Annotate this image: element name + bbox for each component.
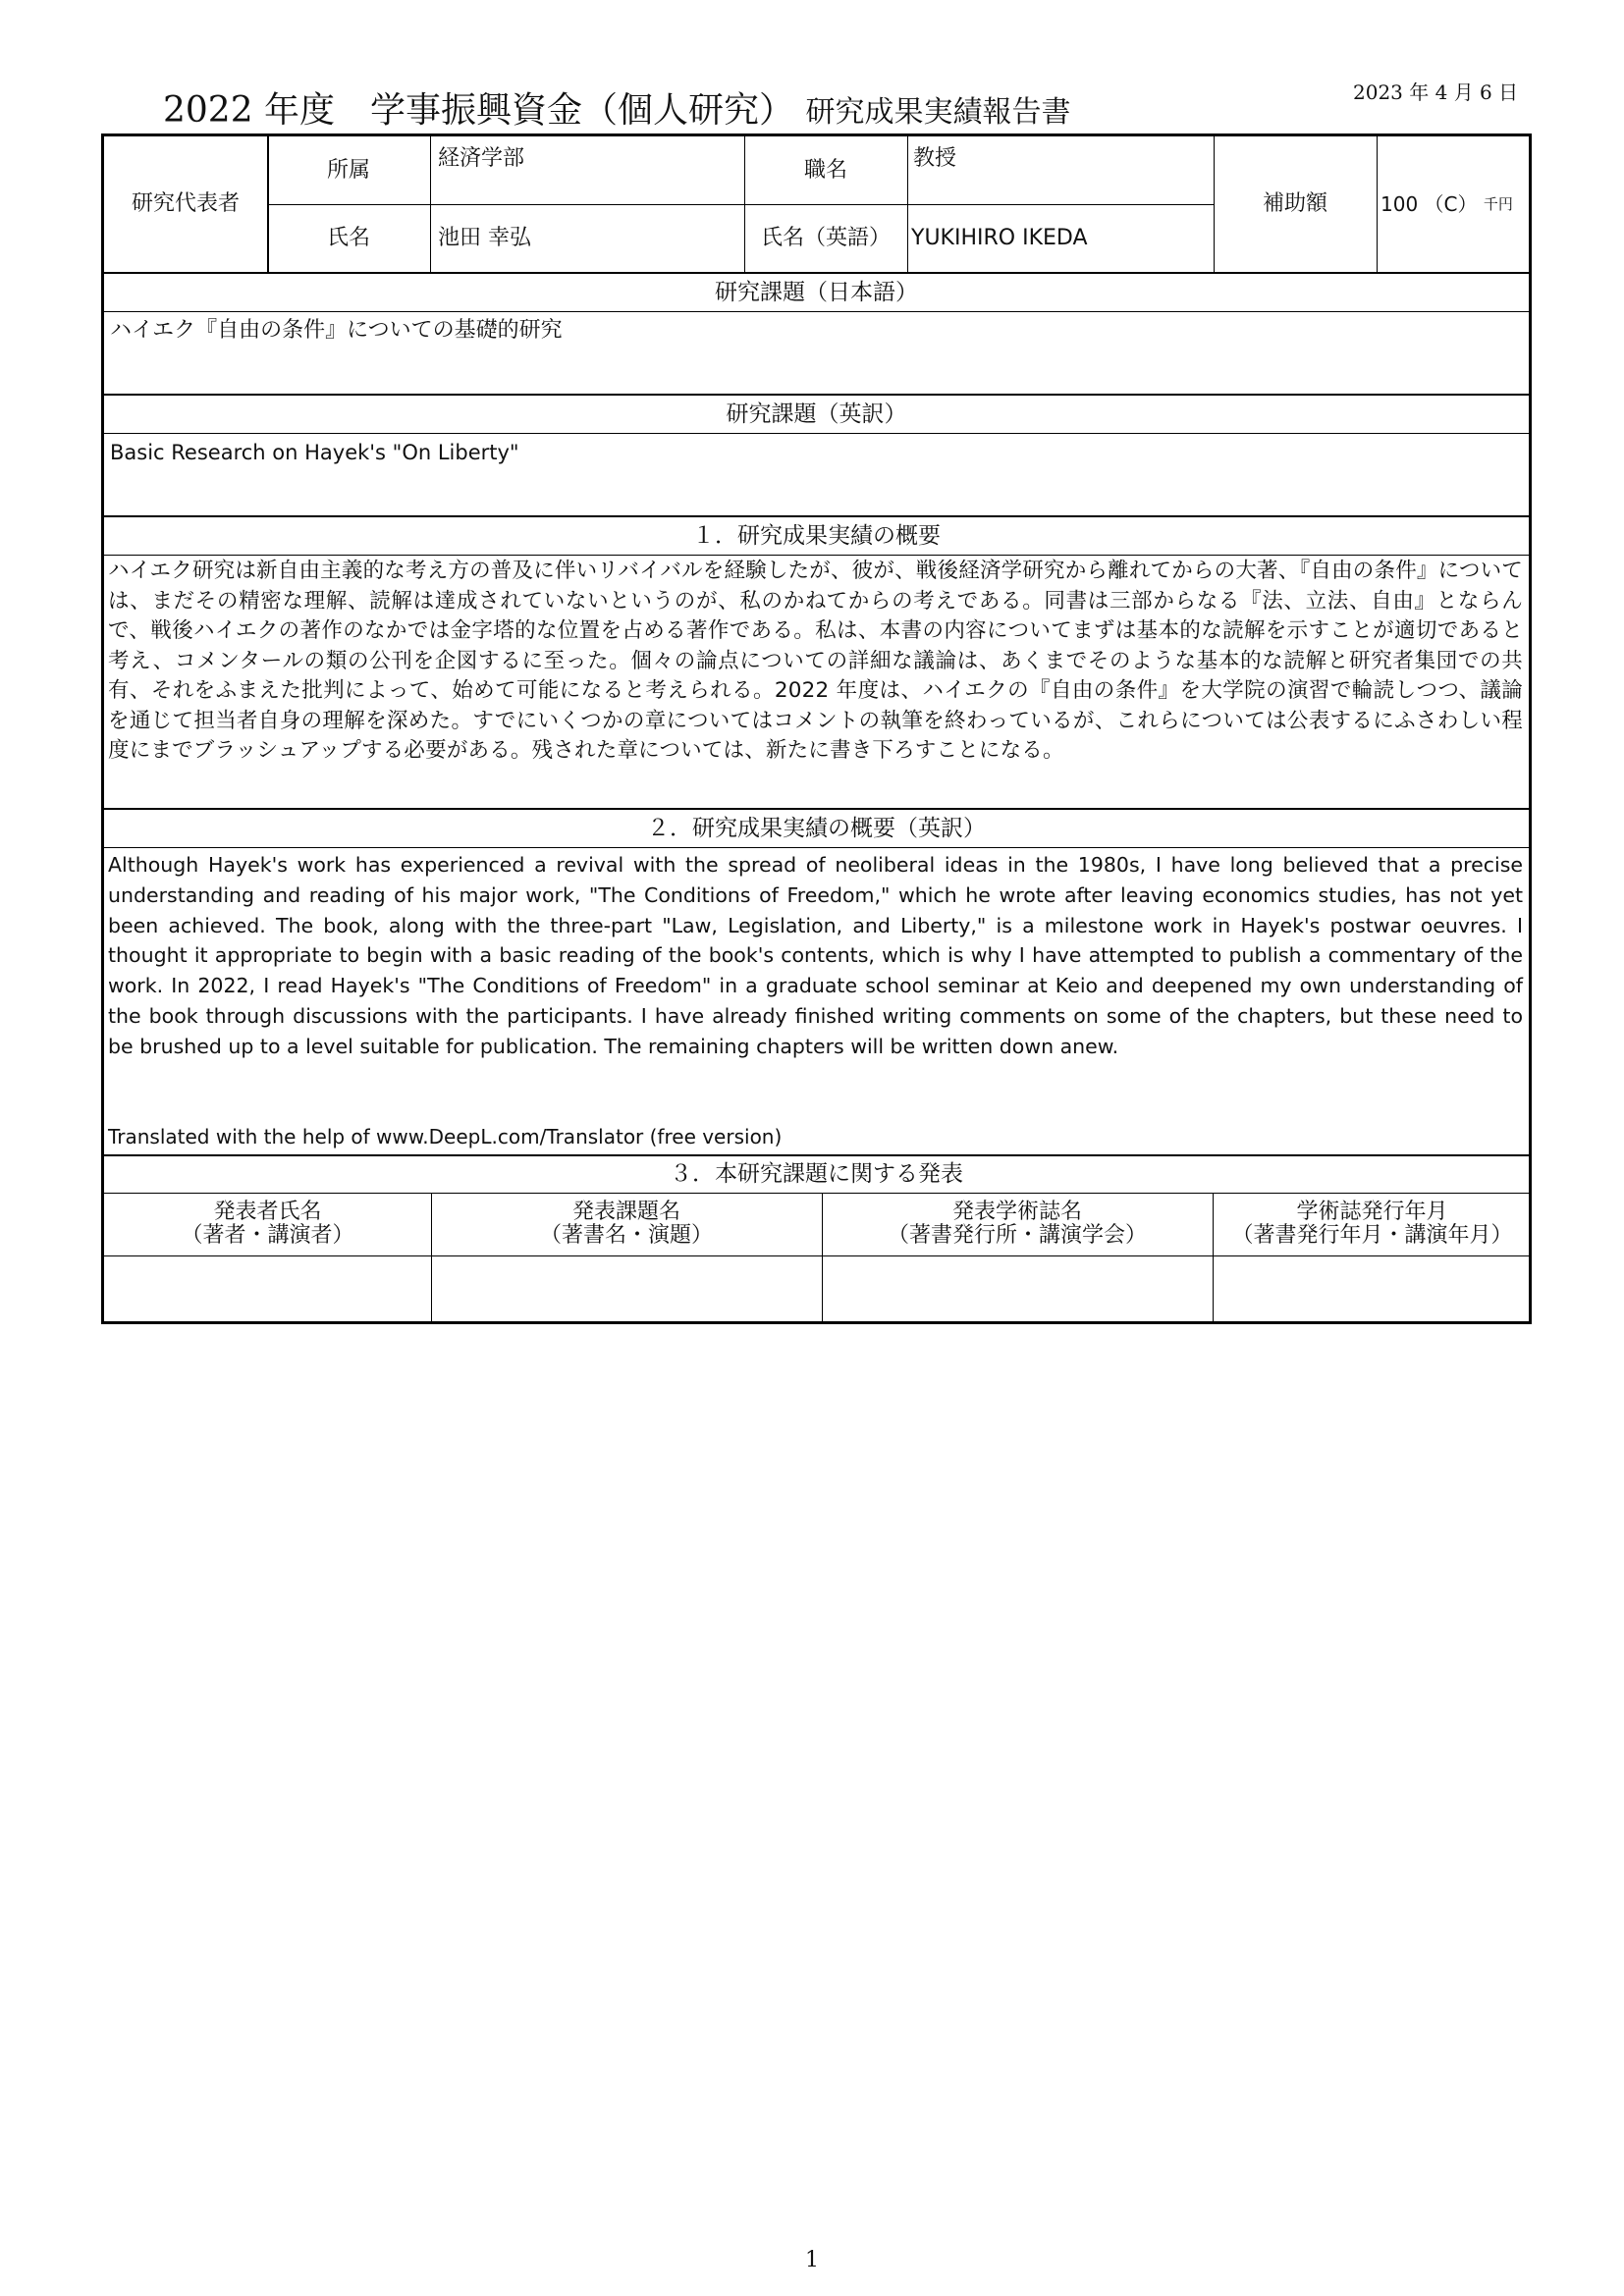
title-jp-text: ハイエク『自由の条件』についての基礎的研究 [110, 318, 563, 343]
position-label: 職名 [803, 157, 847, 183]
publication-column-presenter [104, 1194, 431, 1255]
name-en-label: 氏名（英語） [760, 225, 891, 250]
summary-jp-text: ハイエク研究は新自由主義的な考え方の普及に伴いリバイバルを経験したが、彼が、戦後経済学研究から離れてからの大著、『自由の条件』については、まだその精密な理解、読解は達成されていないというのが、私のかねてからの考えである。同書は三部からなる『法、立法、自由』とならんで、戦後ハイエクの著作のなかでは金字塔的な位置を占める著作である。私は、本書の内容についてまずは基本的な読解を示すことが適切であると考え、コメンタールの類の公刊を企図するに至った。個々の論点についての詳細な議論は、あくまでそのような基本的な読解と研究者集団での共有、それをふまえた批判によって、始めて可能になると考えられる。2022 年度は、ハイエクの『自由の条件』を大学院の演習で輪読しつつ、議論を通じて担当者自身の理解を深めた。すでにいくつかの章についてはコメントの執筆を終わっているが、これらについては公表するにふさわしい程度にまでブラッシュアップする必要がある。残された章については、新たに書き下ろすことになる。 [108, 559, 1523, 763]
report-date: 2023 年 4 月 6 日 [1353, 80, 1519, 104]
name-label: 氏名 [326, 225, 370, 250]
grant-amount [1377, 136, 1532, 272]
publication-column-title [431, 1194, 822, 1255]
report-form [101, 133, 1532, 1324]
title-jp-heading: 研究課題（日本語） [715, 279, 918, 305]
column-subtitle: （著書発行所・講演学会） [887, 1223, 1147, 1248]
translation-note: Translated with the help of www.DeepL.com/Translator (free version) [108, 1125, 783, 1148]
name-value: 池田 幸弘 [438, 225, 531, 250]
divider [104, 555, 1529, 556]
affiliation-value: 経済学部 [438, 146, 525, 171]
representative-label: 研究代表者 [131, 191, 240, 216]
affiliation-label: 所属 [326, 157, 370, 183]
report-title-main: 2022 年度 学事振興資金（個人研究） [163, 90, 795, 131]
grant-unit: 千円 [1483, 195, 1513, 213]
title-en-text: Basic Research on Hayek's "On Liberty" [110, 441, 519, 464]
divider [104, 1255, 1529, 1256]
column-title: 発表課題名 [571, 1200, 680, 1224]
report-title [163, 82, 1071, 133]
divider [104, 311, 1529, 312]
column-title: 発表学術誌名 [951, 1200, 1082, 1224]
report-title-suffix: 研究成果実績報告書 [805, 95, 1071, 130]
grant-label: 補助額 [1262, 191, 1327, 216]
summary-jp-heading: １．研究成果実績の概要 [692, 522, 941, 549]
column-subtitle: （著者・講演者） [181, 1223, 354, 1248]
publication-column-date [1213, 1194, 1532, 1255]
column-subtitle: （著書発行年月・講演年月） [1231, 1223, 1513, 1248]
title-en-heading: 研究課題（英訳） [726, 400, 907, 427]
position-value: 教授 [913, 146, 957, 171]
divider [104, 847, 1529, 848]
grant-amount-value: 100 （C） [1380, 192, 1478, 216]
column-title: 発表者氏名 [213, 1200, 322, 1224]
summary-en-heading: ２．研究成果実績の概要（英訳） [647, 815, 986, 841]
summary-en-text: Although Hayek's work has experienced a revival with the spread of neoliberal ideas in the 1980s, I have long believed that a precise understanding and reading of his major work, "The Conditions of Freedom," which he wrote after leaving economics studies, has not yet been achieved. The book, along with the three-part "Law, Legislation, and Liberty," is a milestone work in Hayek's postwar oeuvres. I thought it appropriate to begin with a basic reading of the book's contents, which is why I have attempted to publish a commentary of the work. In 2022, I read Hayek's "The Conditions of Freedom" in a graduate school seminar at Keio and deepened my own understanding of the book through discussions with the participants. I have already finished writing comments on some of the chapters, but these need to be brushed up to a level suitable for publication. The remaining chapters will be written down anew. [108, 853, 1523, 1058]
divider [104, 433, 1529, 434]
column-subtitle: （著書名・演題） [539, 1223, 713, 1248]
publications-heading: ３．本研究課題に関する発表 [670, 1161, 963, 1187]
name-en-value: YUKIHIRO IKEDA [911, 225, 1088, 250]
publication-column-journal [822, 1194, 1213, 1255]
column-title: 学術誌発行年月 [1296, 1200, 1448, 1224]
page-number: 1 [805, 2248, 819, 2272]
